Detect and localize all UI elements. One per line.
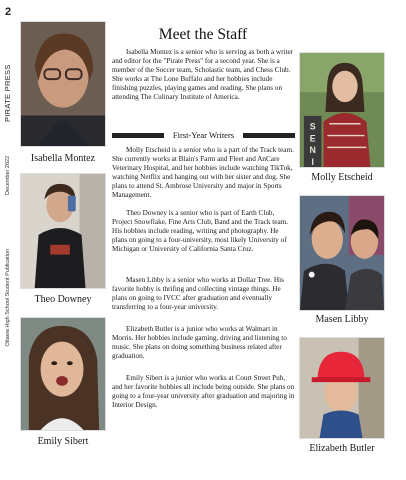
caption-theo: Theo Downey: [34, 294, 92, 305]
issue-date: December 2022: [5, 155, 11, 195]
caption-elizabeth: Elizabeth Butler: [309, 443, 375, 454]
portrait-image: [300, 53, 384, 167]
bio-masen: Masen Libby is a senior who works at Dollar Tree. His favorite hobby is thrifing and collecting vintage things. He plans on going to IVCC after graduation and eventually transferring to a four-year university.: [112, 276, 284, 311]
photo-isabella: [20, 21, 106, 147]
bio-elizabeth: Elizabeth Butler is a junior who works at Walmart in Morris. Her hobbies include gaming, driving and listening to music. She plans on doing something business related after graduation.: [112, 325, 287, 360]
publication-name: PIRATE PRESS: [3, 64, 12, 122]
portrait-image: [21, 174, 105, 288]
bio-isabella: Isabella Montez is a senior who is serving as both a writer and editor for the "Pirate Press" for a second year. She is a member of the Soccer team, Scholastic team, and Chess Club. She works at The Lone Buffalo and her hobbies include finishing puzzles, playing games and reading. She plans on attending The Culinary Institute of America.: [112, 48, 294, 101]
spine-date-wrap: [2, 125, 14, 195]
section-rule-right: [243, 133, 295, 138]
caption-emily: Emily Sibert: [37, 436, 89, 447]
portrait-image: [21, 318, 105, 430]
bio-theo: Theo Downey is a senior who is part of Earth Club, Project Snowflake, Fine Arts Club, Band and the Track team. His hobbies include reading, writing and photography. He plans on going to a four-university, most likely University of Michigan or University of California Santa Cruz.: [112, 209, 289, 253]
caption-molly: Molly Etscheid: [311, 172, 373, 183]
publication-subtitle: Ottawa High School Student Publication: [5, 249, 11, 347]
page-title: Meet the Staff: [158, 26, 248, 43]
spine-publication: [2, 22, 14, 122]
photo-molly: [299, 52, 385, 168]
sign-letter: S: [309, 121, 316, 132]
section-header: [112, 130, 295, 139]
photo-emily: [20, 317, 106, 431]
portrait-image: [21, 22, 105, 146]
sign-letter: E: [309, 133, 316, 144]
bio-emily: Emily Sibert is a junior who works at Court Street Pub, and her favorite hobbies all include being outside. She plans on going to a four-year university after graduation and majoring in Interior Design.: [112, 374, 295, 409]
section-header-label: First-Year Writers: [172, 130, 235, 140]
bio-molly: Molly Etscheid is a senior who is a part of the Track team. She currently works at Blain's Farm and Fleet and AnCare Veterinary Hospital, and her hobbies include watching TikTok, watching Netflix and hanging out with her sister and dog. She plans to attend St. Ambrose University and major in Sports Management.: [112, 146, 294, 199]
photo-elizabeth: [299, 337, 385, 439]
portrait-image: [300, 196, 384, 310]
page-number: 2: [4, 6, 12, 18]
portrait-image: [300, 338, 384, 438]
spine-subtitle-wrap: [2, 245, 14, 475]
caption-masen: Masen Libby: [315, 314, 369, 325]
sign-letter: I: [311, 157, 314, 167]
page-spine: [0, 0, 16, 480]
photo-masen: [299, 195, 385, 311]
section-rule-left: [112, 133, 164, 138]
photo-theo: [20, 173, 106, 289]
sign-letter: N: [309, 145, 316, 156]
caption-isabella: Isabella Montez: [30, 153, 96, 164]
